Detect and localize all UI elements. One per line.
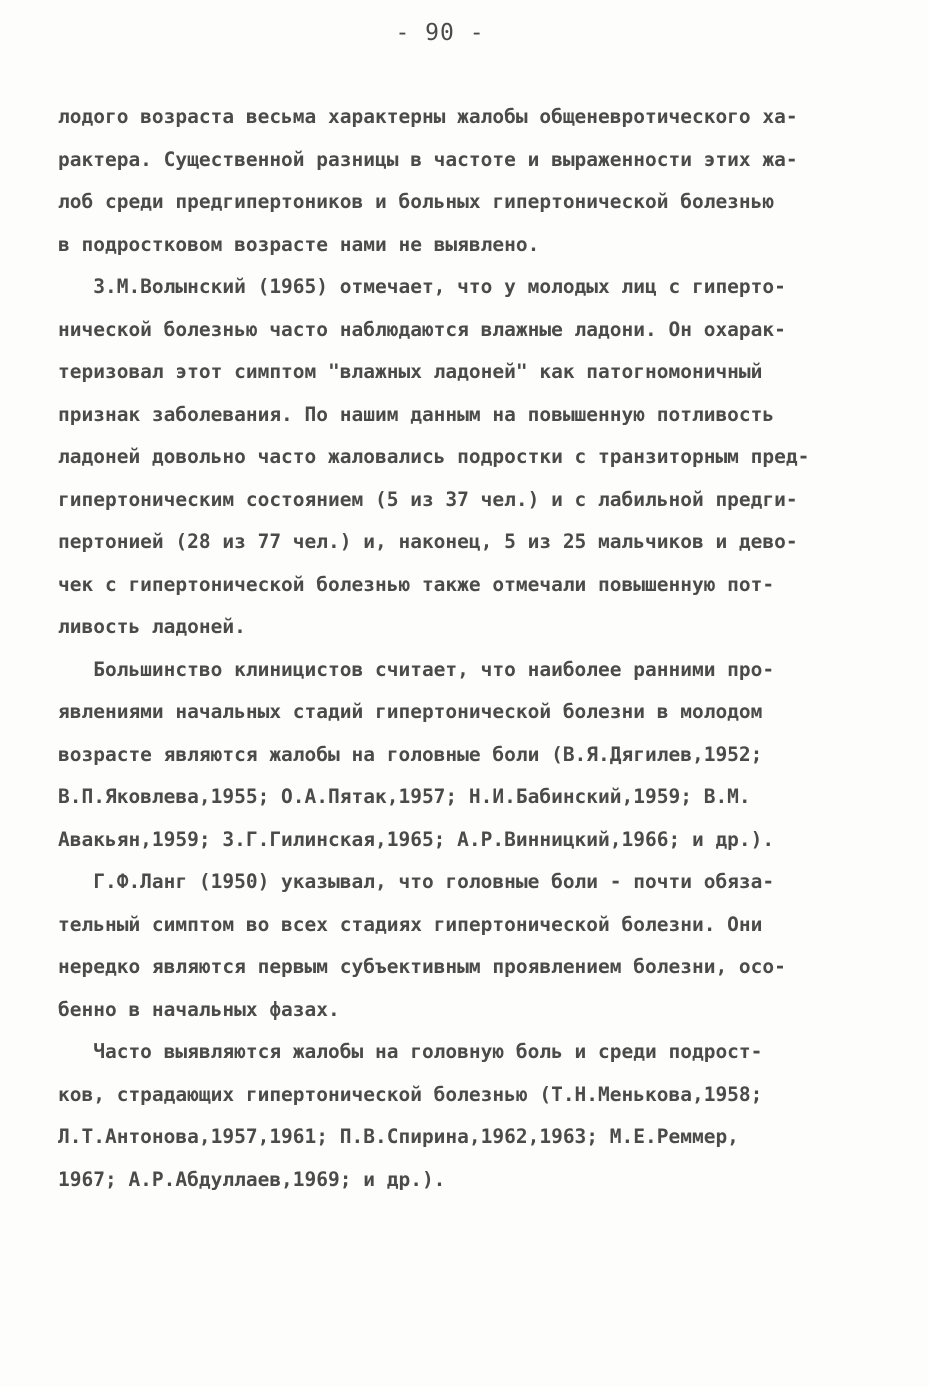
text-line: тельный симптом во всех стадиях гипертонической болезни. Они bbox=[58, 912, 763, 936]
text-line: Авакьян,1959; З.Г.Гилинская,1965; А.Р.Винницкий,1966; и др.). bbox=[58, 827, 775, 851]
page-number: - 90 - bbox=[395, 20, 485, 46]
text-line: Большинство клиницистов считает, что наиболее ранними про- bbox=[58, 657, 775, 681]
body-text bbox=[58, 96, 868, 1201]
text-line: В.П.Яковлева,1955; О.А.Пятак,1957; Н.И.Бабинский,1959; В.М. bbox=[58, 785, 751, 808]
text-line: чек с гипертонической болезнью также отмечали повышенную пот- bbox=[58, 572, 775, 596]
text-line: лоб среди предгипертоников и больных гипертонической болезнью bbox=[58, 190, 775, 213]
text-line: Часто выявляются жалобы на головную боль и среди подрост- bbox=[58, 1040, 763, 1063]
text-line: нередко являются первым субъективным проявлением болезни, осо- bbox=[58, 955, 786, 978]
text-line: бенно в начальных фазах. bbox=[58, 997, 340, 1021]
text-line: Г.Ф.Ланг (1950) указывал, что головные боли - почти обяза- bbox=[58, 870, 775, 893]
text-line: возрасте являются жалобы на головные боли (В.Я.Дягилев,1952; bbox=[58, 742, 763, 766]
text-line: З.М.Волынский (1965) отмечает, что у молодых лиц с гиперто- bbox=[58, 275, 786, 298]
text-line: нической болезнью часто наблюдаются влажные ладони. Он охарак- bbox=[58, 317, 786, 341]
text-line: явлениями начальных стадий гипертонической болезни в молодом bbox=[58, 700, 763, 723]
text-line: ливость ладоней. bbox=[58, 615, 246, 638]
text-line: теризовал этот симптом "влажных ладоней" как патогномоничный bbox=[58, 360, 763, 383]
text-line: рактера. Существенной разницы в частоте и выраженности этих жа- bbox=[58, 147, 798, 171]
text-line: 1967; А.Р.Абдуллаев,1969; и др.). bbox=[58, 1167, 446, 1191]
text-line: гипертоническим состоянием (5 из 37 чел.) и с лабильной предги- bbox=[58, 487, 798, 511]
text-line: признак заболевания. По нашим данным на повышенную потливость bbox=[58, 402, 775, 426]
text-line: лодого возраста весьма характерны жалобы общеневротического ха- bbox=[58, 105, 798, 128]
text-line: ков, страдающих гипертонической болезнью (Т.Н.Менькова,1958; bbox=[58, 1082, 763, 1106]
text-line: в подростковом возрасте нами не выявлено. bbox=[58, 232, 540, 256]
text-line: пертонией (28 из 77 чел.) и, наконец, 5 из 25 мальчиков и дево- bbox=[58, 530, 798, 553]
text-line: Л.Т.Антонова,1957,1961; П.В.Спирина,1962,1963; М.Е.Реммер, bbox=[58, 1125, 739, 1148]
text-line: ладоней довольно часто жаловались подростки с транзиторным пред- bbox=[58, 445, 810, 468]
